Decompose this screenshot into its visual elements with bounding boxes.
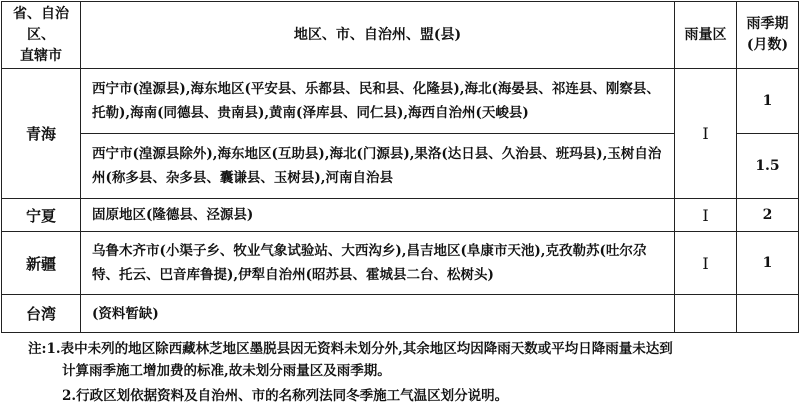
region-cell: 乌鲁木齐市(小渠子乡、牧业气象试验站、大西沟乡),昌吉地区(阜康市天池),克孜勒苏(吐尔尕特、托云、巴音库鲁提),伊犁自治州(昭苏县、霍城县二台、松树头) <box>81 232 675 295</box>
table-row <box>2 69 799 134</box>
header-season <box>737 2 799 69</box>
zone-cell <box>675 295 737 333</box>
note-1-continuation: 计算雨季施工增加费的标准,故未划分雨量区及雨季期。 <box>62 363 391 379</box>
zone-cell: Ⅰ <box>675 232 737 295</box>
table-notes <box>28 338 798 407</box>
header-region: 地区、市、自治州、盟(县) <box>81 2 675 69</box>
region-cell: 西宁市(湟源县除外),海东地区(互助县),海北(门源县),果洛(达日县、久治县、班玛县),玉树自治州(称多县、杂多县、囊谦县、玉树县),河南自治县 <box>81 134 675 199</box>
note-2: 2.行政区划依据资料及自治州、市的名称列法同冬季施工气温区划分说明。 <box>62 388 509 404</box>
header-province-line2: 直辖市 <box>20 47 62 64</box>
header-season-line2: (月数) <box>746 37 789 53</box>
rain-zone-table <box>1 1 799 333</box>
header-province <box>2 2 81 69</box>
province-cell: 青海 <box>2 69 81 199</box>
province-cell: 宁夏 <box>2 199 81 232</box>
header-season-line1: 雨季期 <box>746 16 789 32</box>
season-cell: 1 <box>737 232 799 295</box>
season-cell: 1.5 <box>737 134 799 199</box>
region-cell: (资料暂缺) <box>81 295 675 333</box>
header-zone: 雨量区 <box>675 2 737 69</box>
table-header-row <box>2 2 799 69</box>
table-row <box>2 232 799 295</box>
note-1 <box>28 338 798 382</box>
season-cell: 1 <box>737 69 799 134</box>
zone-cell: Ⅰ <box>675 199 737 232</box>
header-province-line1: 省、自治区、 <box>13 5 69 43</box>
region-cell: 固原地区(隆德县、泾源县) <box>81 199 675 232</box>
note-1-lead: 注:1.表中未列的地区除西藏林芝地区墨脱县因无资料未划分外,其余地区均因降雨天数或平均日降雨量未达到 <box>28 341 673 357</box>
region-cell: 西宁市(湟源县),海东地区(平安县、乐都县、民和县、化隆县),海北(海晏县、祁连县、刚察县、托勒),海南(同德县、贵南县),黄南(泽库县、同仁县),海西自治州(天峻县) <box>81 69 675 134</box>
table-row <box>2 295 799 333</box>
season-cell <box>737 295 799 333</box>
table-row <box>2 199 799 232</box>
province-cell: 台湾 <box>2 295 81 333</box>
zone-cell: Ⅰ <box>675 69 737 199</box>
season-cell: 2 <box>737 199 799 232</box>
province-cell: 新疆 <box>2 232 81 295</box>
